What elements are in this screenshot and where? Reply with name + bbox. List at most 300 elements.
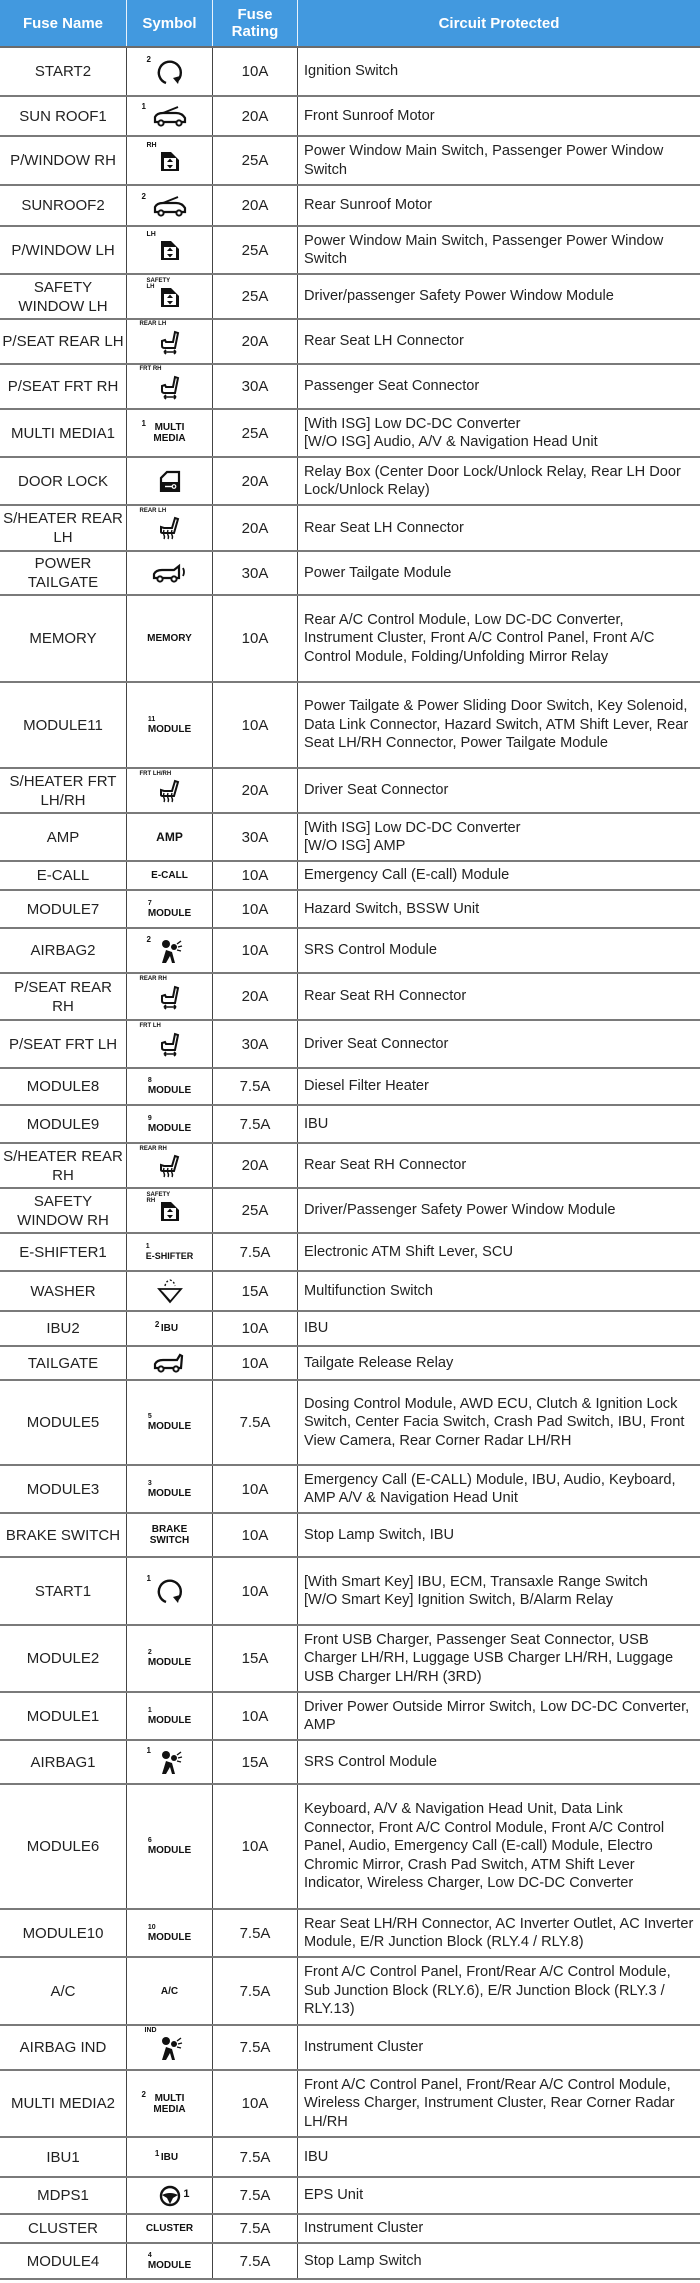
circuit-protected bbox=[298, 2215, 700, 2242]
table-row bbox=[0, 596, 700, 683]
sunroof-car-icon bbox=[141, 102, 188, 127]
fuse-symbol bbox=[127, 48, 213, 95]
ignition-arrow-icon bbox=[146, 1574, 183, 1605]
circuit-protected bbox=[298, 2244, 700, 2278]
fuse-rating: 7.5A bbox=[213, 2215, 298, 2242]
table-row bbox=[0, 1189, 700, 1234]
circuit-text: Instrument Cluster bbox=[304, 2039, 424, 2056]
symbol-label: 1 bbox=[141, 102, 146, 111]
table-row bbox=[0, 1021, 700, 1069]
fuse-rating: 10A bbox=[213, 1466, 298, 1512]
table-row bbox=[0, 2215, 700, 2244]
symbol-label: REAR RH bbox=[139, 1145, 167, 1152]
fuse-symbol bbox=[127, 1381, 213, 1464]
fuse-rating: 10A bbox=[213, 929, 298, 972]
symbol-text-label bbox=[148, 1077, 191, 1096]
fuse-symbol bbox=[127, 596, 213, 681]
fuse-symbol bbox=[127, 458, 213, 504]
circuit-protected bbox=[298, 596, 700, 681]
circuit-text: Front A/C Control Panel, Front/Rear A/C Control Module, Wireless Charger, Instrument Cluster, Rear Corner Radar LH/RH bbox=[304, 2076, 675, 2130]
fuse-rating: 10A bbox=[213, 2071, 298, 2136]
symbol-label: 2 bbox=[141, 191, 146, 201]
fuse-name: DOOR LOCK bbox=[0, 458, 127, 504]
fuse-name: POWER TAILGATE bbox=[0, 552, 127, 594]
table-row bbox=[0, 862, 700, 891]
circuit-text: Passenger Seat Connector bbox=[304, 378, 480, 395]
fuse-name: CLUSTER bbox=[0, 2215, 127, 2242]
fuse-rating: 7.5A bbox=[213, 1234, 298, 1270]
symbol-text-label bbox=[148, 1837, 191, 1856]
circuit-protected bbox=[298, 1910, 700, 1956]
circuit-protected bbox=[298, 862, 700, 889]
circuit-protected bbox=[298, 683, 700, 767]
table-header bbox=[0, 0, 700, 48]
fuse-name: MULTI MEDIA2 bbox=[0, 2071, 127, 2136]
symbol-label: RH bbox=[146, 141, 157, 149]
circuit-text: Rear Seat LH/RH Connector, AC Inverter Outlet, AC Inverter Module, E/R Junction Block (RLY.4 / RLY.8) bbox=[304, 1915, 694, 1950]
fuse-rating: 30A bbox=[213, 814, 298, 860]
fuse-symbol bbox=[127, 1106, 213, 1142]
symbol-number: 11 bbox=[147, 715, 156, 723]
symbol-label: 1 bbox=[183, 2187, 190, 2200]
fuse-symbol bbox=[127, 1347, 213, 1379]
fuse-rating: 20A bbox=[213, 458, 298, 504]
circuit-text: Driver Power Outside Mirror Switch, Low DC-DC Converter, AMP bbox=[304, 1698, 690, 1733]
circuit-text: Keyboard, A/V & Navigation Head Unit, Data Link Connector, Front A/C Control Module, Front A/C Control Panel, Audio, Emergency Call (E-call) Module, Electro Chromic Mirror, Crash Pad Switch, ATM Shift Lever Indicator, Wireless Charger, Low DC-DC Converter bbox=[304, 1801, 665, 1892]
symbol-label: REAR LH bbox=[139, 320, 167, 327]
circuit-protected bbox=[298, 410, 700, 456]
symbol-label: 1 bbox=[154, 2148, 160, 2158]
fuse-rating: 7.5A bbox=[213, 1910, 298, 1956]
table-body bbox=[0, 48, 700, 2280]
circuit-protected bbox=[298, 1514, 700, 1556]
symbol-text: BRAKE SWITCH bbox=[149, 1524, 190, 1546]
fuse-symbol bbox=[127, 1312, 213, 1345]
circuit-text: Power Window Main Switch, Passenger Power Window Switch bbox=[304, 143, 664, 178]
circuit-protected bbox=[298, 1106, 700, 1142]
symbol-text-label bbox=[148, 1524, 192, 1546]
seat-heater-icon bbox=[139, 770, 182, 803]
fuse-name: SAFETY WINDOW RH bbox=[0, 1189, 127, 1232]
fuse-name: MODULE10 bbox=[0, 1910, 127, 1956]
symbol-text-label bbox=[148, 900, 191, 919]
circuit-text: Stop Lamp Switch, IBU bbox=[304, 1526, 455, 1543]
table-row bbox=[0, 137, 700, 186]
table-row bbox=[0, 227, 700, 275]
table-row bbox=[0, 1381, 700, 1466]
fuse-name: SUNROOF2 bbox=[0, 186, 127, 225]
fuse-symbol bbox=[127, 1558, 213, 1624]
symbol-text: MODULE bbox=[147, 1085, 192, 1096]
circuit-text: Multifunction Switch bbox=[304, 1282, 433, 1299]
fuse-symbol bbox=[127, 1234, 213, 1270]
table-row bbox=[0, 891, 700, 929]
symbol-text-label bbox=[148, 1115, 191, 1134]
symbol-text-label bbox=[147, 633, 192, 644]
circuit-text: Power Tailgate & Power Sliding Door Switch, Key Solenoid, Data Link Connector, Hazard Switch, ATM Shift Lever, Rear Seat LH/RH Connector, Power Tailgate Module bbox=[304, 698, 689, 752]
circuit-protected bbox=[298, 365, 700, 408]
fuse-name: E-CALL bbox=[0, 862, 127, 889]
fuse-name: START2 bbox=[0, 48, 127, 95]
circuit-text: Driver Seat Connector bbox=[304, 1035, 449, 1052]
symbol-text-label bbox=[148, 1480, 191, 1499]
symbol-text-label bbox=[148, 1707, 191, 1726]
symbol-label: SAFETY RH bbox=[146, 1191, 171, 1204]
circuit-protected bbox=[298, 1347, 700, 1379]
circuit-text: Driver Seat Connector bbox=[304, 782, 449, 799]
table-row bbox=[0, 2244, 700, 2280]
fuse-name: S/HEATER FRT LH/RH bbox=[0, 769, 127, 812]
fuse-symbol bbox=[127, 1272, 213, 1310]
circuit-protected bbox=[298, 506, 700, 550]
header-fuse-name: Fuse Name bbox=[0, 0, 127, 46]
symbol-text-label bbox=[148, 2252, 191, 2271]
fuse-name: MODULE8 bbox=[0, 1069, 127, 1104]
power-seat-icon bbox=[139, 975, 182, 1010]
table-row bbox=[0, 365, 700, 410]
fuse-name: P/SEAT FRT RH bbox=[0, 365, 127, 408]
fuse-rating: 25A bbox=[213, 275, 298, 318]
circuit-protected bbox=[298, 891, 700, 927]
symbol-text-label bbox=[148, 1413, 191, 1432]
fuse-name: SAFETY WINDOW LH bbox=[0, 275, 127, 318]
fuse-rating: 25A bbox=[213, 1189, 298, 1232]
fuse-symbol bbox=[127, 769, 213, 812]
fuse-name: AIRBAG IND bbox=[0, 2026, 127, 2069]
fuse-name: MODULE1 bbox=[0, 1693, 127, 1739]
fuse-symbol bbox=[127, 2026, 213, 2069]
fuse-rating: 10A bbox=[213, 596, 298, 681]
ignition-arrow-icon bbox=[146, 54, 183, 86]
circuit-protected bbox=[298, 275, 700, 318]
circuit-text: Instrument Cluster bbox=[304, 2220, 424, 2237]
table-row bbox=[0, 1069, 700, 1106]
circuit-text: Hazard Switch, BSSW Unit bbox=[304, 900, 480, 917]
table-row bbox=[0, 2026, 700, 2071]
circuit-protected bbox=[298, 1558, 700, 1624]
table-row bbox=[0, 1626, 700, 1693]
table-row bbox=[0, 769, 700, 814]
fuse-symbol bbox=[127, 1189, 213, 1232]
symbol-label: REAR RH bbox=[139, 975, 167, 982]
circuit-protected bbox=[298, 1785, 700, 1908]
table-row bbox=[0, 1312, 700, 1347]
table-row bbox=[0, 683, 700, 769]
fuse-symbol bbox=[127, 1741, 213, 1783]
symbol-label: 1 bbox=[146, 1746, 151, 1755]
fuse-symbol bbox=[127, 1910, 213, 1956]
fuse-symbol bbox=[127, 1466, 213, 1512]
table-row bbox=[0, 1741, 700, 1785]
fuse-name: P/SEAT REAR RH bbox=[0, 974, 127, 1019]
circuit-text: Tailgate Release Relay bbox=[304, 1354, 454, 1371]
fuse-symbol bbox=[127, 683, 213, 767]
table-row bbox=[0, 320, 700, 365]
fuse-symbol bbox=[127, 506, 213, 550]
header-circuit-protected: Circuit Protected bbox=[438, 14, 560, 32]
circuit-text: IBU bbox=[304, 1320, 329, 1337]
fuse-rating: 7.5A bbox=[213, 1381, 298, 1464]
circuit-text: Front Sunroof Motor bbox=[304, 107, 435, 124]
fuse-symbol bbox=[127, 814, 213, 860]
symbol-label: FRT LH bbox=[139, 1023, 161, 1029]
circuit-protected bbox=[298, 2026, 700, 2069]
fuse-rating: 7.5A bbox=[213, 1958, 298, 2024]
fuse-rating: 15A bbox=[213, 1741, 298, 1783]
circuit-protected bbox=[298, 48, 700, 95]
steering-wheel-icon bbox=[159, 2185, 190, 2207]
symbol-label: 2 bbox=[141, 2089, 146, 2099]
symbol-text: CLUSTER bbox=[145, 2223, 194, 2234]
table-row bbox=[0, 2138, 700, 2178]
circuit-text: Rear Sunroof Motor bbox=[304, 197, 433, 214]
circuit-text: Stop Lamp Switch bbox=[304, 2252, 422, 2269]
circuit-text: Diesel Filter Heater bbox=[304, 1078, 429, 1095]
table-row bbox=[0, 2071, 700, 2138]
circuit-text: Electronic ATM Shift Lever, SCU bbox=[304, 1243, 513, 1260]
symbol-label: SAFETY LH bbox=[146, 277, 171, 290]
symbol-number: 7 bbox=[147, 899, 152, 907]
fuse-rating: 20A bbox=[213, 769, 298, 812]
circuit-text: Driver/Passenger Safety Power Window Module bbox=[304, 1202, 616, 1219]
symbol-text: A/C bbox=[160, 1985, 179, 1997]
fuse-name: MODULE5 bbox=[0, 1381, 127, 1464]
circuit-protected bbox=[298, 1144, 700, 1187]
symbol-text-label bbox=[146, 1243, 194, 1262]
circuit-text: EPS Unit bbox=[304, 2187, 364, 2204]
fuse-symbol bbox=[127, 365, 213, 408]
table-row bbox=[0, 1234, 700, 1272]
symbol-text-label bbox=[156, 829, 183, 844]
table-row bbox=[0, 974, 700, 1021]
symbol-number: 3 bbox=[147, 1479, 152, 1487]
symbol-label: 2 bbox=[146, 934, 151, 944]
table-row bbox=[0, 48, 700, 97]
fuse-rating: 7.5A bbox=[213, 2178, 298, 2213]
fuse-rating: 10A bbox=[213, 1785, 298, 1908]
symbol-text-label bbox=[141, 419, 192, 444]
fuse-rating: 20A bbox=[213, 506, 298, 550]
table-row bbox=[0, 1958, 700, 2026]
symbol-text: MODULE bbox=[147, 1931, 192, 1943]
table-row bbox=[0, 1785, 700, 1910]
symbol-text-label bbox=[141, 2089, 192, 2115]
fuse-rating: 10A bbox=[213, 891, 298, 927]
fuse-name: MEMORY bbox=[0, 596, 127, 681]
circuit-text: Rear Seat RH Connector bbox=[304, 988, 467, 1005]
header-symbol: Symbol bbox=[127, 0, 213, 46]
symbol-number: 1 bbox=[147, 1706, 152, 1714]
fuse-symbol bbox=[127, 2138, 213, 2176]
table-row bbox=[0, 275, 700, 320]
circuit-protected bbox=[298, 1958, 700, 2024]
symbol-label: 1 bbox=[141, 419, 146, 428]
fuse-name: MULTI MEDIA1 bbox=[0, 410, 127, 456]
circuit-text: Power Window Main Switch, Passenger Power Window Switch bbox=[304, 232, 664, 267]
circuit-protected bbox=[298, 227, 700, 273]
symbol-text-label bbox=[161, 1986, 178, 1997]
table-row bbox=[0, 2178, 700, 2215]
table-row bbox=[0, 1558, 700, 1626]
fuse-rating: 25A bbox=[213, 137, 298, 184]
tailgate-icon bbox=[153, 1352, 187, 1374]
fuse-rating: 7.5A bbox=[213, 2026, 298, 2069]
circuit-protected bbox=[298, 1626, 700, 1691]
circuit-protected bbox=[298, 2138, 700, 2176]
fuse-symbol bbox=[127, 186, 213, 225]
symbol-label: 2 bbox=[154, 1320, 160, 1329]
symbol-number: 4 bbox=[147, 2251, 152, 2259]
fuse-name: MODULE9 bbox=[0, 1106, 127, 1142]
circuit-protected bbox=[298, 186, 700, 225]
fuse-name: P/SEAT REAR LH bbox=[0, 320, 127, 363]
power-seat-icon bbox=[139, 1023, 182, 1057]
symbol-text: MULTI MEDIA bbox=[153, 422, 186, 444]
circuit-text: [With Smart Key] IBU, ECM, Transaxle Range Switch [W/O Smart Key] Ignition Switch, B/Alarm Relay bbox=[304, 1573, 648, 1608]
circuit-protected bbox=[298, 97, 700, 135]
fuse-symbol bbox=[127, 862, 213, 889]
symbol-label: 1 bbox=[146, 1574, 151, 1583]
fuse-symbol bbox=[127, 275, 213, 318]
seat-heater-icon bbox=[139, 1145, 182, 1178]
header-fuse-rating: Fuse Rating bbox=[213, 0, 298, 46]
circuit-text: Rear Seat LH Connector bbox=[304, 519, 464, 536]
fuse-name: SUN ROOF1 bbox=[0, 97, 127, 135]
symbol-number: 9 bbox=[147, 1114, 152, 1122]
fuse-symbol bbox=[127, 1069, 213, 1104]
fuse-name: MODULE6 bbox=[0, 1785, 127, 1908]
circuit-text: Front A/C Control Panel, Front/Rear A/C Control Module, Sub Junction Block (RLY.6), E/R Junction Block (RLY.3 / RLY.13) bbox=[304, 1964, 671, 2018]
circuit-text: IBU bbox=[304, 1115, 329, 1132]
fuse-symbol bbox=[127, 1693, 213, 1739]
symbol-label: 2 bbox=[146, 54, 151, 64]
table-row bbox=[0, 1272, 700, 1312]
airbag-icon bbox=[146, 1746, 183, 1775]
fuse-name: E-SHIFTER1 bbox=[0, 1234, 127, 1270]
table-row bbox=[0, 1106, 700, 1144]
circuit-protected bbox=[298, 814, 700, 860]
fuse-symbol bbox=[127, 2071, 213, 2136]
power-seat-icon bbox=[139, 365, 182, 400]
circuit-text: Dosing Control Module, AWD ECU, Clutch & Ignition Lock Switch, Center Facia Switch, Crash Pad Switch, IBU, Front View Camera, Rear Corner Radar LH/RH bbox=[304, 1395, 685, 1449]
circuit-protected bbox=[298, 320, 700, 363]
sunroof-car-icon bbox=[141, 191, 188, 217]
fuse-rating: 10A bbox=[213, 683, 298, 767]
symbol-text: E-SHIFTER bbox=[145, 1250, 194, 1261]
fuse-name: MODULE3 bbox=[0, 1466, 127, 1512]
table-row bbox=[0, 1514, 700, 1558]
fuse-rating: 10A bbox=[213, 1347, 298, 1379]
circuit-protected bbox=[298, 769, 700, 812]
fuse-symbol bbox=[127, 1144, 213, 1187]
fuse-rating: 10A bbox=[213, 1693, 298, 1739]
fuse-name: WASHER bbox=[0, 1272, 127, 1310]
circuit-text: [With ISG] Low DC-DC Converter [W/O ISG] Audio, A/V & Navigation Head Unit bbox=[304, 415, 598, 450]
circuit-text: IBU bbox=[304, 2148, 329, 2165]
fuse-symbol bbox=[127, 1958, 213, 2024]
table-row bbox=[0, 1466, 700, 1514]
symbol-text-label bbox=[148, 1924, 191, 1943]
symbol-text: IBU bbox=[160, 1323, 179, 1334]
circuit-protected bbox=[298, 2178, 700, 2213]
circuit-protected bbox=[298, 1272, 700, 1310]
fuse-rating: 30A bbox=[213, 1021, 298, 1067]
fuse-symbol bbox=[127, 137, 213, 184]
circuit-protected bbox=[298, 1069, 700, 1104]
symbol-text: IBU bbox=[160, 2151, 179, 2163]
symbol-text: MODULE bbox=[147, 1122, 192, 1134]
symbol-text: MODULE bbox=[147, 1657, 192, 1668]
circuit-protected bbox=[298, 458, 700, 504]
fuse-symbol bbox=[127, 410, 213, 456]
fuse-rating: 7.5A bbox=[213, 2244, 298, 2278]
circuit-text: Rear Seat RH Connector bbox=[304, 1157, 467, 1174]
circuit-text: Emergency Call (E-CALL) Module, IBU, Audio, Keyboard, AMP A/V & Navigation Head Unit bbox=[304, 1471, 676, 1506]
seat-heater-icon bbox=[139, 508, 182, 540]
circuit-protected bbox=[298, 1312, 700, 1345]
circuit-text: [With ISG] Low DC-DC Converter [W/O ISG] AMP bbox=[304, 819, 521, 854]
fuse-symbol bbox=[127, 552, 213, 594]
symbol-text: MEMORY bbox=[147, 633, 192, 644]
fuse-symbol bbox=[127, 1626, 213, 1691]
fuse-name: AMP bbox=[0, 814, 127, 860]
table-row bbox=[0, 1144, 700, 1189]
symbol-text-label bbox=[154, 1320, 179, 1334]
table-row bbox=[0, 97, 700, 137]
fuse-name: START1 bbox=[0, 1558, 127, 1624]
symbol-text: MODULE bbox=[147, 723, 192, 735]
symbol-number: 5 bbox=[147, 1413, 152, 1420]
circuit-protected bbox=[298, 929, 700, 972]
symbol-number: 8 bbox=[147, 1077, 152, 1084]
symbol-number: 6 bbox=[147, 1837, 152, 1844]
fuse-name: MODULE11 bbox=[0, 683, 127, 767]
symbol-label: FRT LH/RH bbox=[139, 770, 172, 777]
symbol-number: 2 bbox=[147, 1649, 152, 1656]
fuse-rating: 7.5A bbox=[213, 2138, 298, 2176]
power-window-icon bbox=[146, 277, 181, 308]
circuit-text: Ignition Switch bbox=[304, 63, 399, 80]
fuse-name: S/HEATER REAR LH bbox=[0, 506, 127, 550]
symbol-text: AMP bbox=[156, 829, 183, 844]
fuse-symbol bbox=[127, 929, 213, 972]
fuse-symbol bbox=[127, 891, 213, 927]
fuse-symbol bbox=[127, 1514, 213, 1556]
circuit-text: SRS Control Module bbox=[304, 1753, 438, 1770]
fuse-name: BRAKE SWITCH bbox=[0, 1514, 127, 1556]
table-row bbox=[0, 1693, 700, 1741]
fuse-symbol bbox=[127, 227, 213, 273]
fuse-rating: 20A bbox=[213, 1144, 298, 1187]
circuit-text: Driver/passenger Safety Power Window Module bbox=[304, 288, 614, 305]
fuse-rating: 7.5A bbox=[213, 1106, 298, 1142]
fuse-rating: 20A bbox=[213, 186, 298, 225]
fuse-symbol bbox=[127, 320, 213, 363]
symbol-text-label bbox=[146, 2223, 193, 2234]
table-row bbox=[0, 458, 700, 506]
fuse-name: IBU1 bbox=[0, 2138, 127, 2176]
fuse-rating: 10A bbox=[213, 48, 298, 95]
symbol-label: IND bbox=[144, 2026, 157, 2034]
circuit-protected bbox=[298, 1021, 700, 1067]
fuse-name: P/WINDOW RH bbox=[0, 137, 127, 184]
power-window-icon bbox=[146, 1191, 181, 1222]
circuit-protected bbox=[298, 1381, 700, 1464]
circuit-protected bbox=[298, 1693, 700, 1739]
symbol-label: FRT RH bbox=[139, 365, 162, 372]
fuse-symbol bbox=[127, 2244, 213, 2278]
circuit-text: Rear Seat LH Connector bbox=[304, 333, 464, 350]
